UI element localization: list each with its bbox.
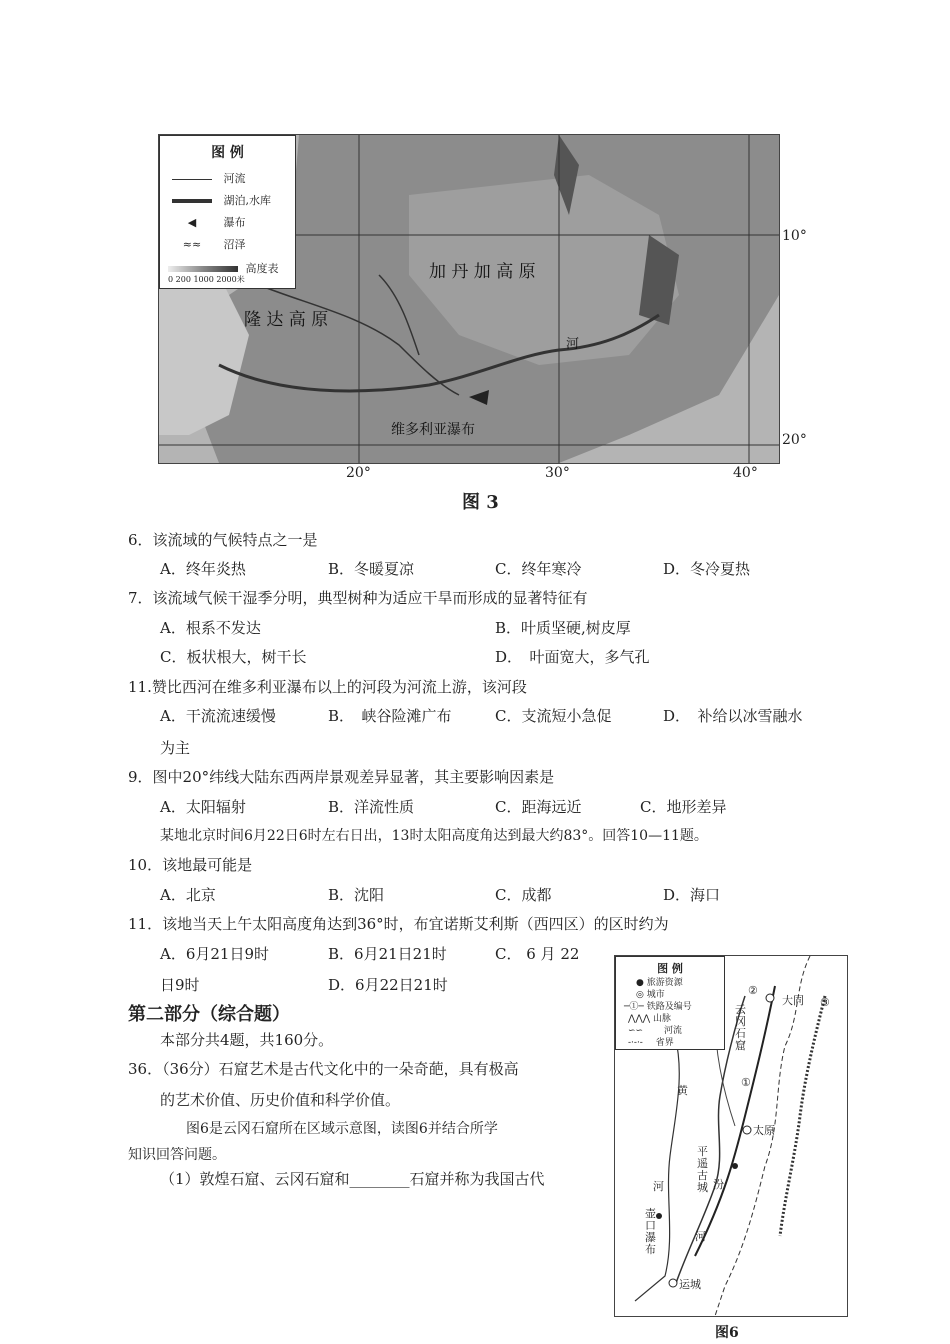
q7-option-c: C．板状根大，树干长	[160, 648, 307, 666]
figure-3-map	[158, 134, 780, 464]
q8-continuation: 为主	[160, 739, 191, 757]
city-taiyuan: 太原	[753, 1124, 775, 1137]
legend-river	[172, 170, 246, 186]
fig6-legend-title: 图 例	[657, 962, 683, 975]
site-hukou: 壶口瀑布	[645, 1207, 656, 1256]
mountain-icon: ⋀⋀⋀	[628, 1014, 651, 1024]
scale-labels: 0 200 1000 2000米	[168, 275, 245, 284]
legend-item: 铁路及编号	[646, 1002, 692, 1012]
q6-option-b: B．冬暖夏凉	[328, 560, 415, 578]
legend-lake	[172, 192, 271, 208]
q8-stem: 11.赞比西河在维多利亚瀑布以上的河段为河流上游，该河段	[128, 678, 527, 696]
waterfall-icon: ◀	[187, 216, 197, 229]
railway-marker-3: ③	[820, 996, 830, 1009]
border-icon: -·-·-	[628, 1038, 643, 1048]
q10-option-d: D．海口	[663, 886, 721, 904]
label-fen: 汾	[713, 1178, 724, 1191]
swamp-icon: ≈≈	[182, 238, 202, 251]
q7-option-d: D． 叶面宽大，多气孔	[495, 648, 650, 666]
q11-option-d: D．6月22日21时	[328, 976, 448, 994]
tourism-dot-icon: ●	[636, 978, 644, 988]
label-lunda-plateau: 隆 达 高 原	[244, 310, 329, 330]
q6-option-d: D．冬冷夏热	[663, 560, 751, 578]
legend-item: 高度表	[245, 262, 279, 275]
city-datong: 大同	[782, 994, 804, 1007]
legend-swamp	[172, 236, 246, 252]
q36-line-1: 36．（36分）石窟艺术是古代文化中的一朵奇葩，具有极高	[128, 1060, 519, 1078]
q7-stem: 7．该流域气候干湿季分明，典型树种为适应干旱而形成的显著特征有	[128, 589, 588, 607]
railway-icon: ─①─	[624, 1002, 644, 1012]
label-victoria-falls: 维多利亚瀑布	[391, 422, 475, 438]
legend-item: 河流	[223, 172, 246, 185]
legend-item: 瀑布	[223, 216, 246, 229]
q10-option-c: C．成都	[495, 886, 552, 904]
label-huang: 黄	[677, 1084, 688, 1097]
fig6-legend	[615, 956, 725, 1050]
lon-30-label: 30°	[545, 465, 570, 481]
lake-icon	[172, 199, 212, 203]
elevation-bar-icon	[168, 266, 238, 272]
legend-item: 旅游资源	[646, 978, 683, 988]
railway-marker-2: ②	[748, 984, 758, 997]
legend-waterfall	[172, 214, 246, 230]
legend-item: 城市	[646, 990, 665, 1000]
q36-line-3: 图6是云冈石窟所在区域示意图，读图6并结合所学	[186, 1121, 498, 1137]
river-icon: ∽∽	[628, 1026, 644, 1036]
q8-option-b: B． 峡谷险滩广布	[328, 707, 452, 725]
q9-stem: 9．图中20°纬线大陆东西两岸景观差异显著，其主要影响因素是	[128, 768, 555, 786]
q10-11-intro: 某地北京时间6月22日6时左右日出，13时太阳高度角达到最大约83°。回答10—11题。	[160, 828, 708, 844]
q11-option-b: B．6月21日21时	[328, 945, 447, 963]
river-line-icon	[172, 179, 212, 180]
legend-item: 河流	[663, 1026, 682, 1036]
q10-stem: 10．该地最可能是	[128, 856, 253, 874]
label-fen-he: 河	[695, 1230, 706, 1243]
legend-item: 山脉	[653, 1014, 672, 1024]
site-pingyao: 平遥古城	[697, 1145, 708, 1194]
q11-option-a: A．6月21日9时	[160, 945, 270, 963]
q8-option-a: A．干流流速缓慢	[160, 707, 276, 725]
q9-option-c: C．距海远近	[495, 798, 582, 816]
lat-20-label: 20°	[782, 432, 807, 448]
q9-option-a: A．太阳辐射	[160, 798, 246, 816]
lat-10-label: 10°	[782, 228, 807, 244]
legend-title: 图 例	[211, 145, 244, 161]
q6-option-a: A．终年炎热	[160, 560, 246, 578]
q11-stem: 11．该地当天上午太阳高度角达到36°时，布宜诺斯艾利斯（西四区）的区时约为	[128, 915, 669, 933]
q11-option-a-continuation: 日9时	[160, 976, 200, 994]
label-he: 河	[653, 1180, 664, 1193]
label-river: 河	[566, 337, 580, 352]
city-circle-icon: ◎	[636, 990, 644, 1000]
part2-title: 第二部分（综合题）	[128, 1004, 290, 1025]
part2-desc: 本部分共4题，共160分。	[160, 1031, 334, 1049]
q9-option-d: C．地形差异	[640, 798, 727, 816]
railway-marker-1: ①	[741, 1076, 751, 1089]
label-katanga-plateau: 加 丹 加 高 原	[429, 262, 536, 282]
q6-option-c: C．终年寒冷	[495, 560, 582, 578]
q8-option-c: C．支流短小急促	[495, 707, 612, 725]
q7-option-b: B．叶质坚硬,树皮厚	[495, 619, 631, 637]
city-yuncheng: 运城	[679, 1278, 701, 1291]
figure-6-map	[614, 955, 848, 1317]
figure-3-caption: 图 3	[462, 492, 499, 513]
q7-option-a: A．根系不发达	[160, 619, 261, 637]
lon-40-label: 40°	[733, 465, 758, 481]
q36-sub-1: （1）敦煌石窟、云冈石窟和________石窟并称为我国古代	[160, 1170, 545, 1188]
q11-option-c: C． 6 月 22	[495, 945, 580, 963]
q10-option-a: A．北京	[160, 886, 216, 904]
q8-option-d: D． 补给以冰雪融水	[663, 707, 803, 725]
legend-item: 湖泊,水库	[223, 194, 271, 207]
legend-item: 沼泽	[223, 238, 246, 251]
q9-option-b: B．洋流性质	[328, 798, 415, 816]
lon-20-label: 20°	[346, 465, 371, 481]
q10-option-b: B．沈阳	[328, 886, 385, 904]
map-legend	[159, 135, 296, 289]
legend-border	[628, 1035, 674, 1048]
q6-stem: 6．该流域的气候特点之一是	[128, 531, 318, 549]
figure-6-caption: 图6	[715, 1325, 739, 1341]
q36-line-2: 的艺术价值、历史价值和科学价值。	[160, 1091, 401, 1109]
site-yungang: 云冈石窟	[735, 1003, 746, 1052]
q36-line-4: 知识回答问题。	[128, 1147, 226, 1163]
legend-item: 省界	[655, 1038, 674, 1048]
